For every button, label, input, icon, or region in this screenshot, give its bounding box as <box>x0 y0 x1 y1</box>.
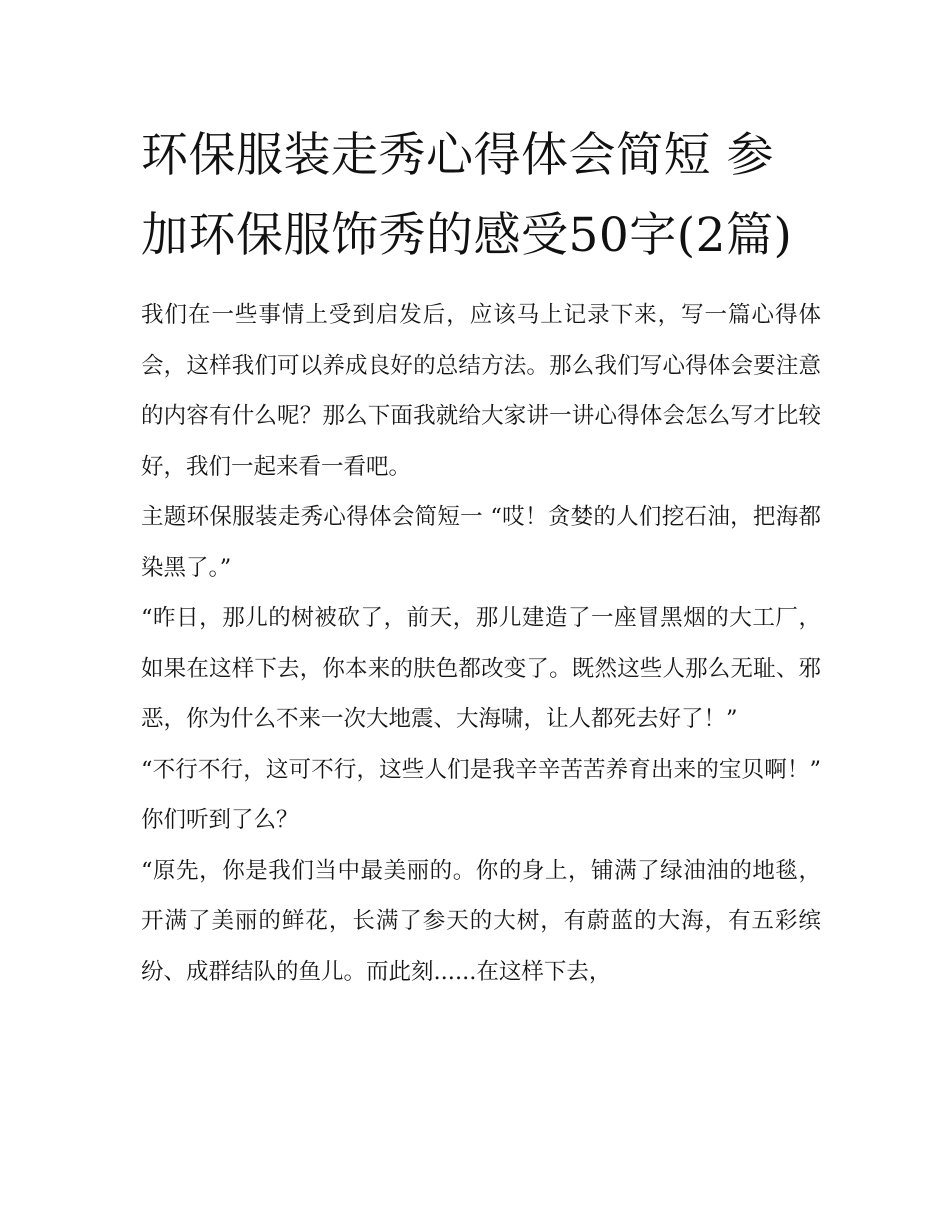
paragraph-originally: “原先，你是我们当中最美丽的。你的身上，铺满了绿油油的地毯，开满了美丽的鲜花，长满了参天的大树，有蔚蓝的大海，有五彩缤纷、成群结队的鱼儿。而此刻......在这样下去， <box>141 857 821 985</box>
paragraph-yesterday: “昨日，那儿的树被砍了，前天，那儿建造了一座冒黑烟的大工厂，如果在这样下去，你本来的肤色都改变了。既然这些人那么无耻、邪恶，你为什么不来一次大地震、大海啸，让人都死去好了！” <box>141 605 821 732</box>
paragraph-no-way: “不行不行，这可不行，这些人们是我辛辛苦苦养育出来的宝贝啊！” 你们听到了么？ <box>141 756 821 833</box>
paragraph-intro: 我们在一些事情上受到启发后，应该马上记录下来，写一篇心得体会，这样我们可以养成良好的总结方法。那么我们写心得体会要注意的内容有什么呢？那么下面我就给大家讲一讲心得体会怎么写才比较好，我们一起来看一看吧。 <box>141 302 821 480</box>
paragraph-topic-one: 主题环保服装走秀心得体会简短一 “哎！贪婪的人们挖石油，把海都染黑了。” <box>141 504 821 581</box>
document-body <box>141 290 821 997</box>
document-page <box>141 116 821 997</box>
document-title: 环保服装走秀心得体会简短 参加环保服饰秀的感受50字(2篇) <box>141 128 793 263</box>
